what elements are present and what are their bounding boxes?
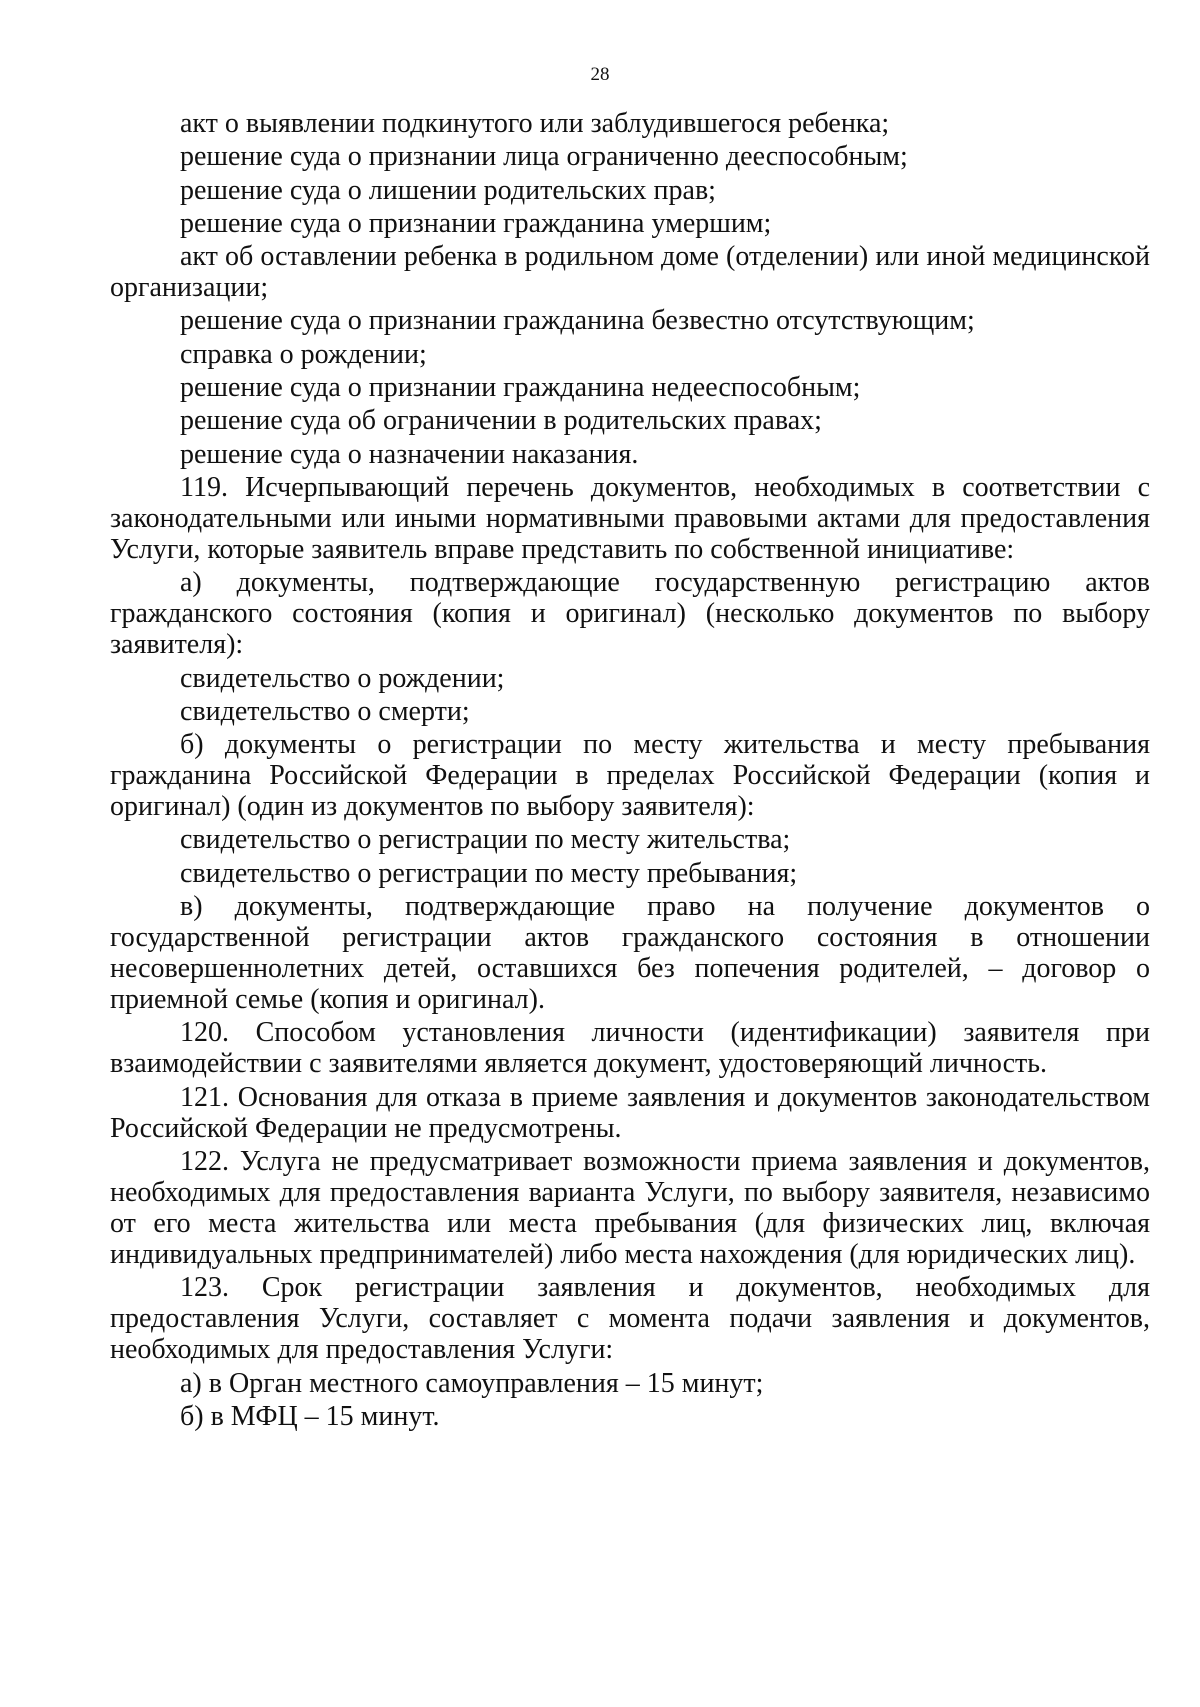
list-item: решение суда о лишении родительских прав; (180, 174, 716, 206)
page-number: 28 (590, 64, 610, 85)
paragraph-122: 122. Услуга не предусматривает возможности приема заявления и документов, необходимых для предоставления варианта Услуги, по выбору заявителя, независимо от его места жительства или места пребывания (для физических лиц, включая индивидуальных предпринимателей) либо места нахождения (для юридических лиц). (110, 1145, 1150, 1270)
subparagraph-v: в) документы, подтверждающие право на получение документов о государственной регистрации актов гражданского состояния в отношении несовершеннолетних детей, оставшихся без попечения родителей, – договор о приемной семье (копия и оригинал). (110, 891, 1150, 1016)
list-item: акт о выявлении подкинутого или заблудившегося ребенка; (180, 108, 890, 139)
paragraph-121: 121. Основания для отказа в приеме заявления и документов законодательством Российской Федерации не предусмотрены. (110, 1081, 1150, 1144)
document-body (110, 108, 1150, 1434)
list-item: решение суда о признании гражданина безвестно отсутствующим; (180, 305, 975, 337)
paragraph-120: 120. Способом установления личности (идентификации) заявителя при взаимодействии с заявителями является документ, удостоверяющий личность. (110, 1017, 1150, 1080)
list-item: свидетельство о регистрации по месту жительства; (180, 824, 791, 856)
list-item: решение суда о назначении наказания. (180, 438, 639, 470)
list-item: решение суда об ограничении в родительских правах; (180, 405, 822, 437)
list-item: а) в Орган местного самоуправления – 15 минут; (180, 1367, 764, 1399)
list-item: решение суда о признании гражданина умершим; (180, 207, 772, 239)
list-item: б) в МФЦ – 15 минут. (180, 1400, 440, 1432)
list-item: свидетельство о рождении; (180, 662, 505, 694)
list-item: свидетельство о смерти; (180, 695, 470, 727)
list-item: решение суда о признании лица ограниченно дееспособным; (180, 141, 908, 173)
subparagraph-a: а) документы, подтверждающие государственную регистрацию актов гражданского состояния (копия и оригинал) (несколько документов по выбору заявителя): (110, 567, 1150, 661)
list-item: справка о рождении; (180, 338, 427, 370)
paragraph-119: 119. Исчерпывающий перечень документов, необходимых в соответствии с законодательными или иными нормативными правовыми актами для предоставления Услуги, которые заявитель вправе представить по собственной инициативе: (110, 471, 1150, 565)
list-item: акт об оставлении ребенка в родильном доме (отделении) или иной медицинской организации; (110, 241, 1150, 304)
subparagraph-b: б) документы о регистрации по месту жительства и месту пребывания гражданина Российской Федерации в пределах Российской Федерации (копия и оригинал) (один из документов по выбору заявителя): (110, 729, 1150, 823)
paragraph-123: 123. Срок регистрации заявления и документов, необходимых для предоставления Услуги, составляет с момента подачи заявления и документов, необходимых для предоставления Услуги: (110, 1272, 1150, 1366)
list-item: решение суда о признании гражданина недееспособным; (180, 372, 861, 404)
list-item: свидетельство о регистрации по месту пребывания; (180, 857, 798, 889)
